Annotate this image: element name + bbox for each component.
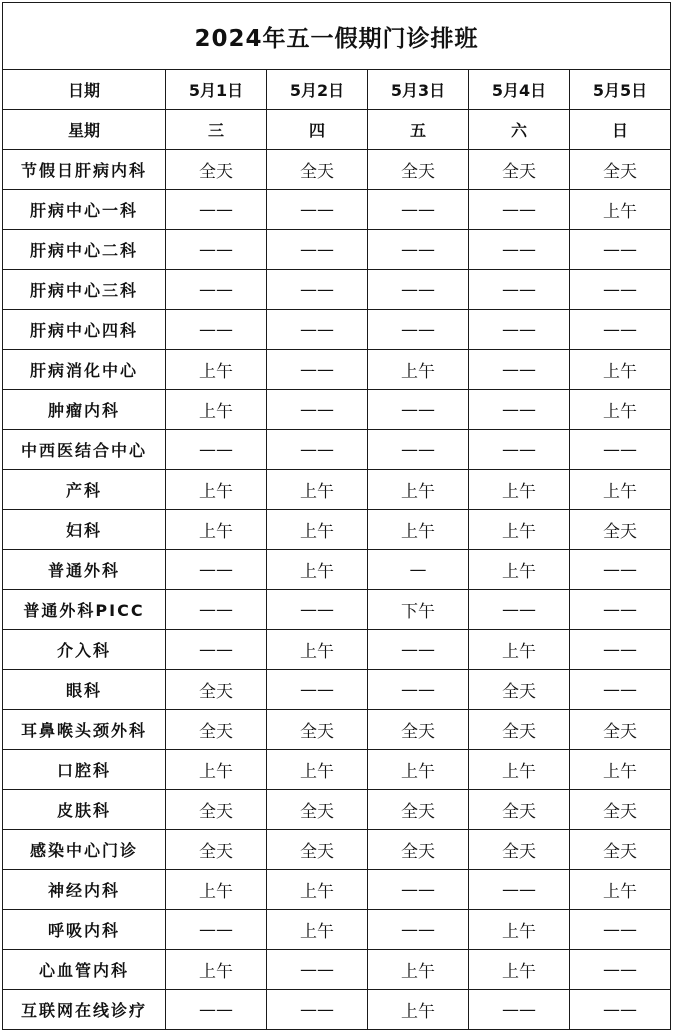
department-name: 肝病中心一科 xyxy=(3,190,166,230)
schedule-cell: —— xyxy=(469,310,570,350)
schedule-cell: 全天 xyxy=(368,830,469,870)
schedule-cell: —— xyxy=(570,430,671,470)
schedule-cell: —— xyxy=(570,910,671,950)
schedule-cell: 全天 xyxy=(469,670,570,710)
schedule-cell: —— xyxy=(570,550,671,590)
schedule-cell: 上午 xyxy=(469,910,570,950)
schedule-cell: 全天 xyxy=(469,150,570,190)
department-name: 耳鼻喉头颈外科 xyxy=(3,710,166,750)
schedule-cell: 上午 xyxy=(368,950,469,990)
schedule-cell: —— xyxy=(267,670,368,710)
schedule-cell: 全天 xyxy=(267,150,368,190)
schedule-cell: 上午 xyxy=(469,630,570,670)
table-row xyxy=(3,510,671,550)
schedule-cell: —— xyxy=(570,310,671,350)
table-row xyxy=(3,830,671,870)
table-title: 2024年五一假期门诊排班 xyxy=(3,3,671,70)
table-row xyxy=(3,870,671,910)
department-name: 心血管内科 xyxy=(3,950,166,990)
schedule-cell: 上午 xyxy=(570,190,671,230)
department-name: 呼吸内科 xyxy=(3,910,166,950)
schedule-cell: 上午 xyxy=(469,750,570,790)
department-name: 肝病中心三科 xyxy=(3,270,166,310)
schedule-cell: 上午 xyxy=(166,350,267,390)
schedule-cell: —— xyxy=(166,630,267,670)
schedule-cell: —— xyxy=(469,870,570,910)
date-header-cell: 5月2日 xyxy=(267,70,368,110)
schedule-cell: 全天 xyxy=(469,830,570,870)
schedule-cell: —— xyxy=(166,910,267,950)
schedule-cell: 全天 xyxy=(166,670,267,710)
schedule-cell: —— xyxy=(570,270,671,310)
schedule-cell: 上午 xyxy=(570,470,671,510)
table-row xyxy=(3,710,671,750)
schedule-cell: —— xyxy=(469,350,570,390)
schedule-cell: —— xyxy=(570,670,671,710)
weekday-label: 星期 xyxy=(3,110,166,150)
table-row xyxy=(3,190,671,230)
table-row xyxy=(3,310,671,350)
schedule-cell: 全天 xyxy=(368,150,469,190)
schedule-cell: —— xyxy=(469,590,570,630)
schedule-cell: 全天 xyxy=(570,510,671,550)
schedule-cell: 上午 xyxy=(267,870,368,910)
schedule-cell: —— xyxy=(166,270,267,310)
schedule-cell: 上午 xyxy=(570,350,671,390)
schedule-cell: —— xyxy=(267,390,368,430)
schedule-cell: —— xyxy=(368,630,469,670)
schedule-cell: —— xyxy=(267,350,368,390)
schedule-cell: —— xyxy=(368,310,469,350)
schedule-cell: — xyxy=(368,550,469,590)
weekday-header-cell: 六 xyxy=(469,110,570,150)
schedule-cell: 上午 xyxy=(469,950,570,990)
table-row xyxy=(3,270,671,310)
table-row xyxy=(3,390,671,430)
table-row xyxy=(3,430,671,470)
schedule-cell: —— xyxy=(570,230,671,270)
schedule-cell: —— xyxy=(368,230,469,270)
department-name: 口腔科 xyxy=(3,750,166,790)
table-row xyxy=(3,910,671,950)
schedule-cell: —— xyxy=(267,190,368,230)
schedule-cell: 上午 xyxy=(267,630,368,670)
schedule-cell: 上午 xyxy=(469,510,570,550)
schedule-cell: 全天 xyxy=(570,150,671,190)
date-header-cell: 5月1日 xyxy=(166,70,267,110)
department-name: 肝病消化中心 xyxy=(3,350,166,390)
department-name: 肝病中心二科 xyxy=(3,230,166,270)
table-row xyxy=(3,150,671,190)
table-row xyxy=(3,590,671,630)
schedule-cell: 全天 xyxy=(570,830,671,870)
weekday-header-cell: 五 xyxy=(368,110,469,150)
date-header-cell: 5月4日 xyxy=(469,70,570,110)
weekday-header-row xyxy=(3,110,671,150)
schedule-cell: 全天 xyxy=(469,790,570,830)
schedule-cell: —— xyxy=(166,590,267,630)
department-name: 中西医结合中心 xyxy=(3,430,166,470)
schedule-cell: —— xyxy=(469,990,570,1030)
schedule-cell: —— xyxy=(267,950,368,990)
schedule-cell: —— xyxy=(267,310,368,350)
schedule-cell: 全天 xyxy=(469,710,570,750)
schedule-cell: 全天 xyxy=(166,150,267,190)
schedule-cell: 上午 xyxy=(570,750,671,790)
department-name: 眼科 xyxy=(3,670,166,710)
table-row xyxy=(3,670,671,710)
schedule-cell: 上午 xyxy=(166,870,267,910)
schedule-cell: —— xyxy=(166,550,267,590)
schedule-cell: 下午 xyxy=(368,590,469,630)
table-row xyxy=(3,990,671,1030)
schedule-cell: 上午 xyxy=(166,470,267,510)
table-row xyxy=(3,550,671,590)
schedule-cell: —— xyxy=(368,430,469,470)
schedule-cell: —— xyxy=(570,630,671,670)
schedule-cell: —— xyxy=(368,270,469,310)
schedule-cell: 全天 xyxy=(267,790,368,830)
schedule-cell: 上午 xyxy=(469,470,570,510)
schedule-cell: —— xyxy=(166,310,267,350)
department-name: 节假日肝病内科 xyxy=(3,150,166,190)
department-name: 神经内科 xyxy=(3,870,166,910)
weekday-header-cell: 四 xyxy=(267,110,368,150)
schedule-cell: 上午 xyxy=(368,470,469,510)
weekday-header-cell: 日 xyxy=(570,110,671,150)
schedule-cell: —— xyxy=(166,190,267,230)
weekday-header-cell: 三 xyxy=(166,110,267,150)
title-row xyxy=(3,3,671,70)
schedule-cell: 上午 xyxy=(267,910,368,950)
schedule-cell: 上午 xyxy=(267,550,368,590)
schedule-cell: 上午 xyxy=(166,750,267,790)
table-row xyxy=(3,630,671,670)
schedule-cell: 上午 xyxy=(267,510,368,550)
schedule-cell: —— xyxy=(267,990,368,1030)
schedule-cell: 全天 xyxy=(267,710,368,750)
schedule-cell: 上午 xyxy=(166,390,267,430)
schedule-cell: —— xyxy=(166,990,267,1030)
schedule-cell: 上午 xyxy=(570,870,671,910)
department-name: 介入科 xyxy=(3,630,166,670)
table-row xyxy=(3,750,671,790)
schedule-cell: —— xyxy=(368,910,469,950)
table-row xyxy=(3,950,671,990)
schedule-cell: 全天 xyxy=(166,790,267,830)
schedule-cell: 上午 xyxy=(368,990,469,1030)
schedule-cell: —— xyxy=(469,430,570,470)
department-name: 互联网在线诊疗 xyxy=(3,990,166,1030)
schedule-cell: 全天 xyxy=(570,710,671,750)
department-name: 肿瘤内科 xyxy=(3,390,166,430)
table-row xyxy=(3,350,671,390)
department-name: 普通外科PICC xyxy=(3,590,166,630)
schedule-cell: 上午 xyxy=(469,550,570,590)
department-name: 产科 xyxy=(3,470,166,510)
schedule-cell: —— xyxy=(469,390,570,430)
date-header-cell: 5月5日 xyxy=(570,70,671,110)
schedule-cell: —— xyxy=(469,270,570,310)
department-name: 皮肤科 xyxy=(3,790,166,830)
schedule-cell: —— xyxy=(166,230,267,270)
schedule-cell: —— xyxy=(368,670,469,710)
department-name: 妇科 xyxy=(3,510,166,550)
schedule-cell: —— xyxy=(570,990,671,1030)
schedule-cell: —— xyxy=(166,430,267,470)
date-header-row xyxy=(3,70,671,110)
schedule-cell: 上午 xyxy=(368,350,469,390)
date-label: 日期 xyxy=(3,70,166,110)
table-row xyxy=(3,470,671,510)
department-name: 普通外科 xyxy=(3,550,166,590)
department-name: 感染中心门诊 xyxy=(3,830,166,870)
schedule-cell: 全天 xyxy=(166,710,267,750)
schedule-cell: 全天 xyxy=(368,790,469,830)
schedule-table xyxy=(2,2,671,1030)
schedule-cell: —— xyxy=(267,590,368,630)
schedule-cell: —— xyxy=(368,390,469,430)
schedule-cell: —— xyxy=(469,230,570,270)
department-name: 肝病中心四科 xyxy=(3,310,166,350)
date-header-cell: 5月3日 xyxy=(368,70,469,110)
schedule-cell: 全天 xyxy=(570,790,671,830)
table-row xyxy=(3,230,671,270)
schedule-cell: 上午 xyxy=(166,950,267,990)
schedule-cell: —— xyxy=(469,190,570,230)
schedule-cell: —— xyxy=(267,430,368,470)
schedule-cell: —— xyxy=(368,870,469,910)
schedule-cell: —— xyxy=(570,590,671,630)
table-row xyxy=(3,790,671,830)
schedule-cell: 上午 xyxy=(267,470,368,510)
schedule-cell: 上午 xyxy=(166,510,267,550)
schedule-cell: 上午 xyxy=(570,390,671,430)
schedule-cell: —— xyxy=(570,950,671,990)
schedule-cell: 上午 xyxy=(368,510,469,550)
schedule-cell: —— xyxy=(267,230,368,270)
schedule-cell: 全天 xyxy=(267,830,368,870)
schedule-cell: —— xyxy=(368,190,469,230)
schedule-cell: —— xyxy=(267,270,368,310)
schedule-cell: 上午 xyxy=(368,750,469,790)
schedule-cell: 上午 xyxy=(267,750,368,790)
schedule-cell: 全天 xyxy=(368,710,469,750)
schedule-cell: 全天 xyxy=(166,830,267,870)
